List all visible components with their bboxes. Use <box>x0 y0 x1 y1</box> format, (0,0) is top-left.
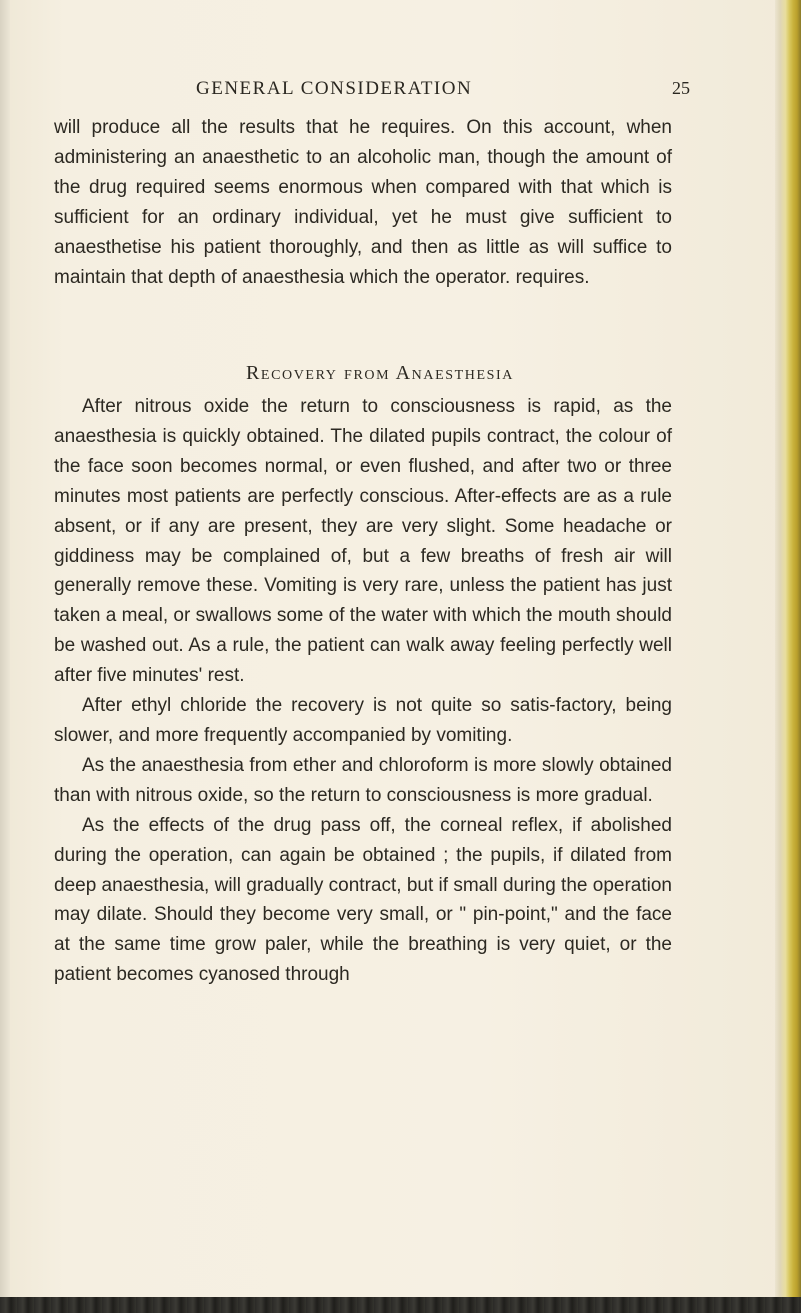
page-number: 25 <box>672 78 690 98</box>
page-header <box>150 78 690 104</box>
scan-bottom-edge <box>0 1297 801 1313</box>
paragraph: As the effects of the drug pass off, the corneal reflex, if abolished during the operation, can again be obtained ; the pupils, if dilated from deep anaesthesia, will gradually contract, but if small during the operation may dilate. Should they become very small, or " pin-point," and the face at the same time grow paler, while the breathing is very quiet, or the patient becomes cyanosed through <box>54 814 672 986</box>
paragraph: will produce all the results that he requires. On this account, when administering an anaesthetic to an alcoholic man, though the amount of the drug required seems enormous when compared with that which is sufficient for an ordinary individual, yet he must give sufficient to anaesthetise his patient thoroughly, and then as little as will suffice to maintain that depth of anaesthesia which the operator. requires. <box>54 117 672 288</box>
paragraph: After nitrous oxide the return to consciousness is rapid, as the anaesthesia is quickly obtained. The dilated pupils contract, the colour of the face soon becomes normal, or even flushed, and after two or three minutes most patients are perfectly conscious. After-effects are as a rule absent, or if any are present, they are very slight. Some headache or giddiness may be complained of, but a few breaths of fresh air will generally remove these. Vomiting is very rare, unless the patient has just taken a meal, or swallows some of the water with which the mouth should be washed out. As a rule, the patient can walk away feeling perfectly well after five minutes' rest. <box>54 396 672 687</box>
paragraph: After ethyl chloride the recovery is not quite so satis-factory, being slower, and more frequently accompanied by vomiting. <box>54 695 672 746</box>
section-heading: Recovery from Anaesthesia <box>245 362 515 384</box>
running-head: GENERAL CONSIDERATION <box>196 78 473 99</box>
book-spine-edge <box>775 0 801 1300</box>
paragraph: As the anaesthesia from ether and chloroform is more slowly obtained than with nitrous oxide, so the return to consciousness is more gradual. <box>54 754 672 806</box>
body-text-recovery <box>54 392 672 990</box>
page-left-edge <box>0 0 10 1313</box>
body-text-top <box>54 113 672 292</box>
